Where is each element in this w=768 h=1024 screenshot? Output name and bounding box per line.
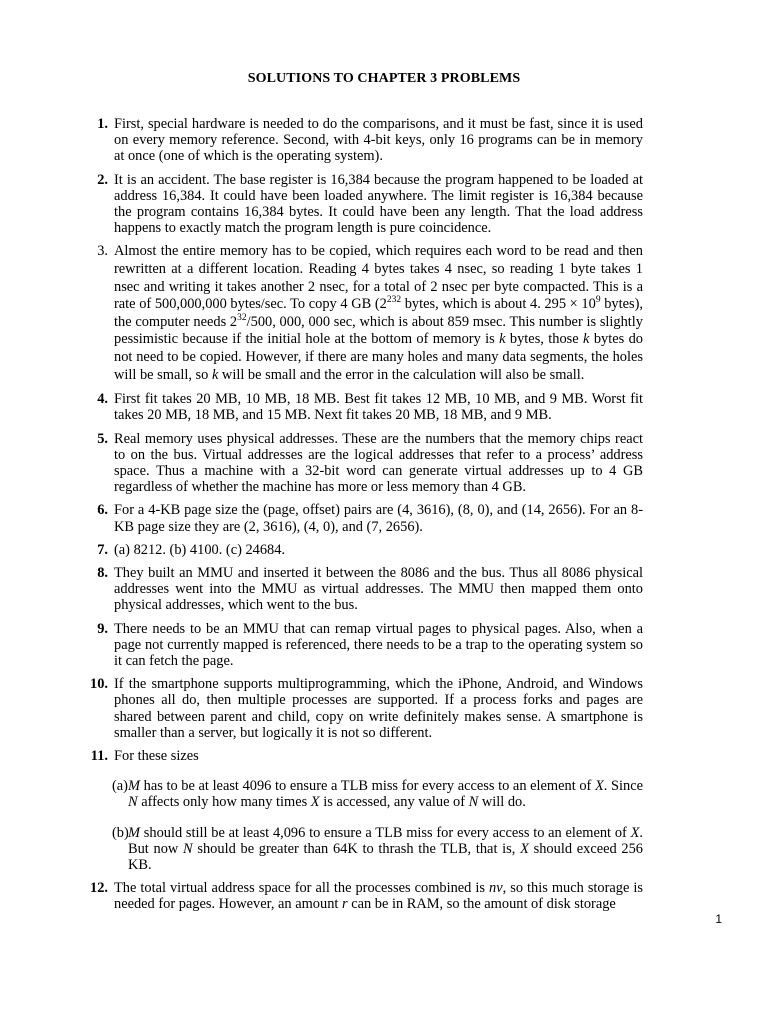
problem-number: 10. (90, 676, 108, 693)
problem-number: 7. (97, 541, 108, 558)
variable: k (583, 331, 590, 348)
subpart-text (128, 778, 643, 810)
variable: M (128, 778, 140, 795)
variable: N (468, 794, 479, 811)
problem-number: 11. (90, 748, 108, 765)
variable: X (520, 840, 529, 857)
text-run: should still be at least 4,096 to ensure a TLB miss for every access to an element of (140, 824, 631, 841)
problem-item-8 (72, 565, 643, 614)
text-run: will be small and the error in the calculation will also be small. (218, 366, 585, 383)
page-title: SOLUTIONS TO CHAPTER 3 PROBLEMS (247, 71, 521, 86)
text-run: bytes, which is about 4. 295 × 10 (401, 296, 596, 313)
variable: N (128, 794, 138, 811)
problem-text: For these sizes (114, 748, 199, 765)
problem-item-4 (72, 391, 643, 423)
subpart-a (72, 778, 643, 810)
text-run: The total virtual address space for all the processes combined is (114, 880, 490, 897)
variable: X (594, 778, 604, 795)
text-run: /500, 000, 000 sec, which is about 859 msec. This number is slightly pessimistic because if the initial hole at the bottom of memory is (114, 313, 643, 348)
subpart-label: (a) (112, 778, 128, 795)
problem-item-10 (72, 676, 643, 741)
problem-item-11 (72, 748, 643, 873)
problem-text: First, special hardware is needed to do the comparisons, and it must be fast, since it is used on every memory reference. Second, with 4-bit keys, only 16 programs can be in memory at once (one of which is the operating system). (114, 116, 643, 165)
page-number: 1 (715, 912, 722, 926)
text-run: . Since (603, 778, 643, 795)
subpart-b (72, 825, 643, 874)
problem-item-3 (72, 243, 643, 384)
subpart-text (128, 825, 643, 873)
problem-item-1 (72, 116, 643, 165)
problem-number: 6. (97, 502, 108, 519)
problem-list (72, 116, 643, 920)
superscript: 32 (237, 312, 247, 323)
text-run: has to be at least 4096 to ensure a TLB miss for every access to an element of (140, 778, 595, 795)
problem-item-7 (72, 542, 643, 558)
text-run: , so this much storage is needed for pages. However, an amount (114, 880, 643, 913)
problem-number: 2. (97, 171, 108, 188)
text-run: bytes do not need to be copied. However, if there are many holes and many data segments, the holes will be small, so (114, 331, 643, 383)
problem-text: First fit takes 20 MB, 10 MB, 18 MB. Best fit takes 12 MB, 10 MB, and 9 MB. Worst fit takes 20 MB, 18 MB, and 15 MB. Next fit takes 20 MB, 18 MB, and 9 MB. (114, 391, 643, 424)
problem-text: (a) 8212. (b) 4100. (c) 24684. (114, 541, 286, 558)
problem-number: 12. (90, 880, 108, 897)
problem-item-12 (72, 880, 643, 912)
problem-number: 3. (97, 243, 108, 260)
problem-number: 4. (97, 391, 108, 408)
text-run: is accessed, any value of (319, 794, 469, 811)
problem-text: There needs to be an MMU that can remap virtual pages to physical pages. Also, when a page not currently mapped is referenced, there needs to be a trap to the operating system so it can fetch the page. (114, 620, 643, 670)
problem-text (114, 880, 643, 912)
problem-text (114, 243, 643, 384)
variable: r (342, 896, 348, 913)
variable: N (183, 840, 193, 857)
problem-text: Real memory uses physical addresses. These are the numbers that the memory chips react to on the bus. Virtual addresses are the logical addresses that refer to a process’ address space. Thus a machine with a 32-bit word can generate virtual addresses up to 4 GB regardless of whether the machine has more or less memory than 4 GB. (114, 430, 643, 496)
problem-number: 1. (97, 116, 108, 132)
problem-number: 5. (97, 430, 108, 447)
superscript: 232 (386, 295, 402, 306)
problem-number: 8. (97, 565, 108, 581)
problem-text: It is an accident. The base register is 16,384 because the program happened to be loaded at address 16,384. It could have been loaded anywhere. The limit register is 16,384 because the program contains 16,384 bytes. It could have been any length. That the load address happens to exactly match the program length is pure coincidence. (114, 171, 643, 237)
text-run: Almost the entire memory has to be copied, which requires each word to be read and then rewritten at a different location. Reading 4 bytes takes 4 nsec, so reading 1 byte takes 1 nsec and writing it takes another 2 nsec, for a total of 2 nsec per byte compacted. This is a rate of 500,000,000 bytes/sec. To copy 4 GB (2 (114, 243, 643, 313)
problem-number: 9. (97, 620, 108, 637)
text-run: should be greater than 64K to thrash the TLB, that is, (192, 840, 521, 857)
text-run: affects only how many times (137, 794, 311, 811)
problem-item-6 (72, 502, 643, 534)
variable: k (211, 366, 219, 383)
problem-text: For a 4-KB page size the (page, offset) pairs are (4, 3616), (8, 0), and (14, 2656). For an 8-KB page size they are (2, 3616), (4, 0), and (7, 2656). (114, 502, 643, 535)
variable: k (499, 331, 506, 348)
text-run: can be in RAM, so the amount of disk storage (347, 896, 616, 913)
superscript: 9 (595, 295, 601, 306)
text-run: . But now (128, 824, 643, 857)
variable: X (310, 794, 320, 811)
problem-text: They built an MMU and inserted it between the 8086 and the bus. Thus all 8086 physical addresses went into the MMU as virtual addresses. The MMU then mapped them onto physical addresses, which went to the bus. (114, 565, 643, 614)
text-run: bytes), the computer needs 2 (114, 296, 643, 330)
variable: X (630, 824, 640, 841)
problem-text: If the smartphone supports multiprogramming, which the iPhone, Android, and Windows phones all do, then multiple processes are supported. If a process forks and pages are shared between parent and child, copy on write definitely makes sense. A smartphone is smaller than a server, but logically it is not so different. (114, 676, 643, 741)
problem-item-9 (72, 621, 643, 670)
subpart-label: (b) (112, 824, 129, 841)
problem-item-2 (72, 172, 643, 237)
variable: nv (489, 880, 503, 897)
variable: M (128, 824, 140, 841)
text-run: will do. (478, 794, 526, 811)
text-run: should exceed 256 KB. (128, 840, 643, 874)
text-run: bytes, those (505, 331, 584, 348)
problem-item-5 (72, 431, 643, 496)
